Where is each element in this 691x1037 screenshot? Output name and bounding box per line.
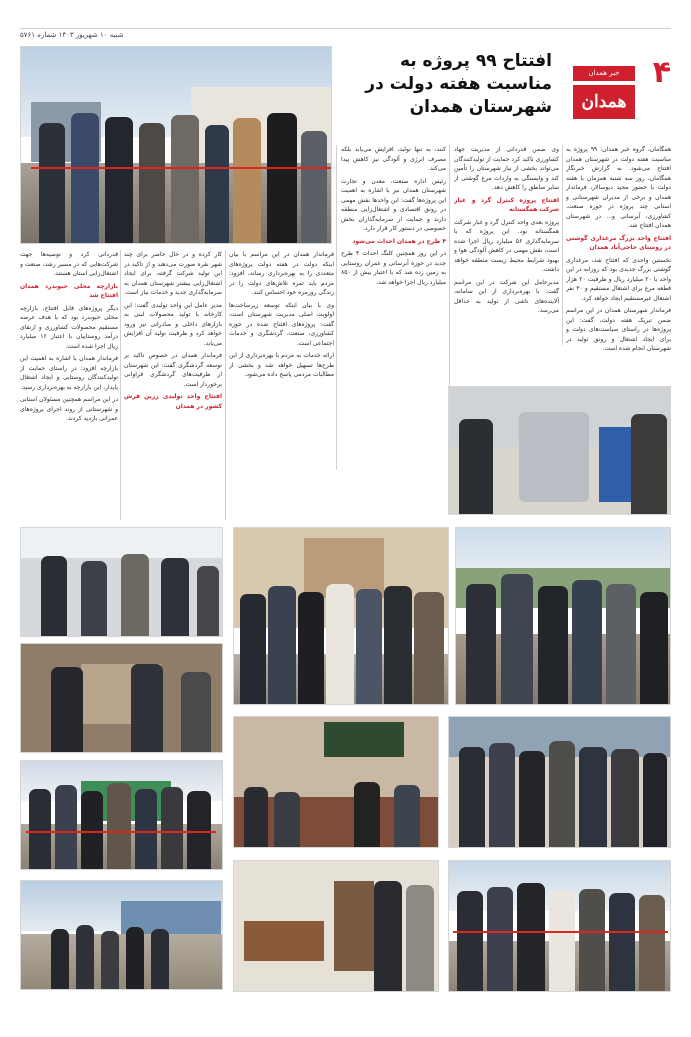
paragraph: رئیس اداره صنعت، معدن و تجارت شهرستان همدان نیز با اشاره به اهمیت این پروژه‌ها گفت: این واحدها نقش مهمی در رونق اقتصادی و اشتغال‌زایی منطقه دارند و حمایت از سرمایه‌گذاران بخش خصوصی در دستور کار قرار دارد. [341, 177, 446, 232]
paragraph: مدیرعامل این شرکت در این مراسم گفت: با بهره‌برداری از این سامانه، آلاینده‌های ناشی از تولید به حداقل می‌رسد. [454, 278, 559, 314]
paragraph: وی ضمن قدردانی از مدیریت جهاد کشاورزی تاکید کرد حمایت از تولیدکنندگان می‌تواند بخشی از نیاز شهرستان را تأمین کند و وابستگی به واردات مرغ گوشتی از سایر مناطق را کاهش دهد. [454, 146, 559, 191]
paragraph: دیگر پروژه‌های قابل افتتاح، بازارچه محلی حبوبدرد بود که با هدف عرضه مستقیم محصولات کشاورزی و ارتقای درآمد روستاییان با اعتبار ۱۶ میلیارد ریال اجرا شده است. [20, 304, 118, 350]
paragraph: قدردانی کرد و توصیه‌ها جهت شرکت‌هایی که در مسیر رشد، صنعت و اشتغال‌زایی استان هستند. [20, 251, 118, 277]
article-column-4 [229, 250, 334, 515]
paragraph: کار کرده و در حال حاضر برای چند شهر نقره صورت می‌دهند و از تاکید در این تولید شرکت گرفته، برای ایجاد اشتغال‌زایی بیشتر شهرستان همدان به سرمایه‌گذاری جدید و خدمات نیاز است. [124, 251, 222, 296]
ribbon-cutting-photo-main [20, 46, 332, 244]
industrial-site-photo [20, 880, 223, 990]
paragraph: فرماندار همدان در خصوص تاکید بر توسعه گردشگری گفت: این شهرستان از ظرفیت‌های گردشگری فراوانی برخوردار است. [124, 352, 222, 388]
newspaper-logo: همدان [573, 85, 635, 119]
ribbon-cutting-photo-2 [20, 760, 223, 870]
ceremony-crowd-photo-3 [448, 716, 671, 848]
paragraph: نخستین واحدی که افتتاح شد، مرغداری گوشتی بزرگ جدیدی بود که روزانه در این واحد با ۲۰ میلیارد ریال و ظرفیت ۲۰ هزار قطعه مرغ برای اشتغال مستقیم و ۳۰ نفر اشتغال غیرمستقیم ایجاد خواهد کرد. [566, 256, 671, 302]
ceremony-crowd-photo-2 [233, 527, 449, 705]
paragraph: همگامان، گروه خبر همدان: ۹۹ پروژه به مناسبت هفته دولت در شهرستان همدان افتتاح می‌شود. به گزارش خبرنگار همگامان، روز سه شنبه همزمان با هفته دولت با حضور مجید دیوسالار، فرماندار همدان و برخی از مدیران شهرستانی و استانی چند پروژه در حوزه صنعت، کشاورزی، آبرسانی و... در شهرستان همدان افتتاح شد. [566, 146, 671, 229]
article-headline: افتتاح ۹۹ پروژه به مناسبت هفته دولت در شهرستان همدان [365, 51, 552, 117]
page-number: ۴ [652, 55, 671, 90]
paragraph: در این مراسم همچنین مسئولان استانی و شهرستانی از روند اجرای پروژه‌های عمرانی بازدید کردند. [20, 396, 118, 422]
subheading: افتتاح پروژه کنترل گرد و غبار شرکت همگستانه [454, 196, 559, 213]
issue-info: شنبه ۱۰ شهریور ۱۴۰۳ شماره ۵۷۶۱ [20, 31, 124, 39]
section-label: خبر همدان [573, 66, 635, 81]
paragraph: فرماندار شهرستان همدان در این مراسم ضمن تبریک هفته دولت، گفت: این پروژه‌ها در راستای سیاست‌های دولت و برای ایجاد اشتغال و رونق تولید در شهرستان انجام شده است. [566, 307, 671, 352]
workshop-visit-photo [20, 527, 223, 637]
subheading: ۴ طرح در همدان احداث می‌شود [352, 237, 446, 245]
paragraph: پروژه بعدی واحد کنترل گرد و غبار شرکت همگستانه بود. این پروژه که با سرمایه‌گذاری ۵۶ میلیارد ریال اجرا شده است، نقش مهمی در کاهش آلودگی هوا و بهبود شرایط محیط زیست منطقه خواهد داشت. [454, 218, 559, 273]
article-column-3 [341, 145, 446, 515]
hall-meeting-photo [233, 716, 439, 848]
paragraph: در این روز همچنین کلنگ احداث ۴ طرح جدید در حوزه آبرسانی و عمران روستایی به زمین زده شد که با اعتبار بیش از ۸۵۰ میلیارد ریال اجرا خواهد شد. [341, 250, 446, 286]
subheading: افتتاح واحد تولیدی زرین فرش کشور در همدان [124, 393, 222, 410]
article-column-1 [566, 145, 671, 383]
ceremony-crowd-photo-1 [455, 527, 671, 705]
paragraph: وی با بیان اینکه توسعه زیرساخت‌ها اولویت اصلی مدیریت شهرستان است، گفت: پروژه‌های افتتاح شده در حوزه کشاورزی، صنعت، گردشگری و خدمات اجتماعی است. [229, 301, 334, 347]
paragraph: کنند، به تنها تولید، افزایش می‌یابد بلکه مصرف انرژی و آلودگی نیز کاهش پیدا می‌کند. [341, 146, 446, 172]
production-hall-photo [20, 643, 223, 753]
header-rule [20, 28, 671, 29]
subheading: بازارچه محلی حبوبدرد همدان افتتاح شد [20, 282, 118, 299]
ribbon-cutting-photo-3 [448, 860, 671, 992]
paragraph: مدیر عامل این واحد تولیدی گفت: این کارخانه با تولید محصولات لبنی به بازارهای داخلی و صادراتی نیز ورود خواهد کرد و ظرفیت تولید آن افزایش می‌یابد. [124, 301, 222, 347]
paragraph: ارائه خدمات به مردم با بهره‌برداری از این طرح‌ها تسهیل خواهد شد و بخشی از مطالبات مردمی پاسخ داده می‌شود. [229, 352, 334, 378]
article-column-2 [454, 145, 559, 383]
article-column-5 [124, 250, 222, 515]
paragraph: فرماندار همدان در این مراسم با بیان اینکه دولت در هفته دولت پروژه‌های متعددی را به بهره‌برداری رساند، افزود: مردم باید ثمره تلاش‌های دولت را در زندگی روزمره خود احساس کنند. [229, 251, 334, 296]
factory-machinery-photo [448, 386, 671, 515]
paragraph: فرماندار همدان با اشاره به اهمیت این بازارچه افزود: در راستای حمایت از تولیدکنندگان روستایی و ایجاد اشتغال پایدار، این بازارچه به بهره‌برداری رسید. [20, 355, 118, 391]
subheading: افتتاح واحد بزرگ مرغداری گوشتی در روستای حاجی‌آباد همدان [566, 234, 671, 251]
article-column-6 [20, 250, 118, 515]
hotel-room-photo [233, 860, 439, 992]
